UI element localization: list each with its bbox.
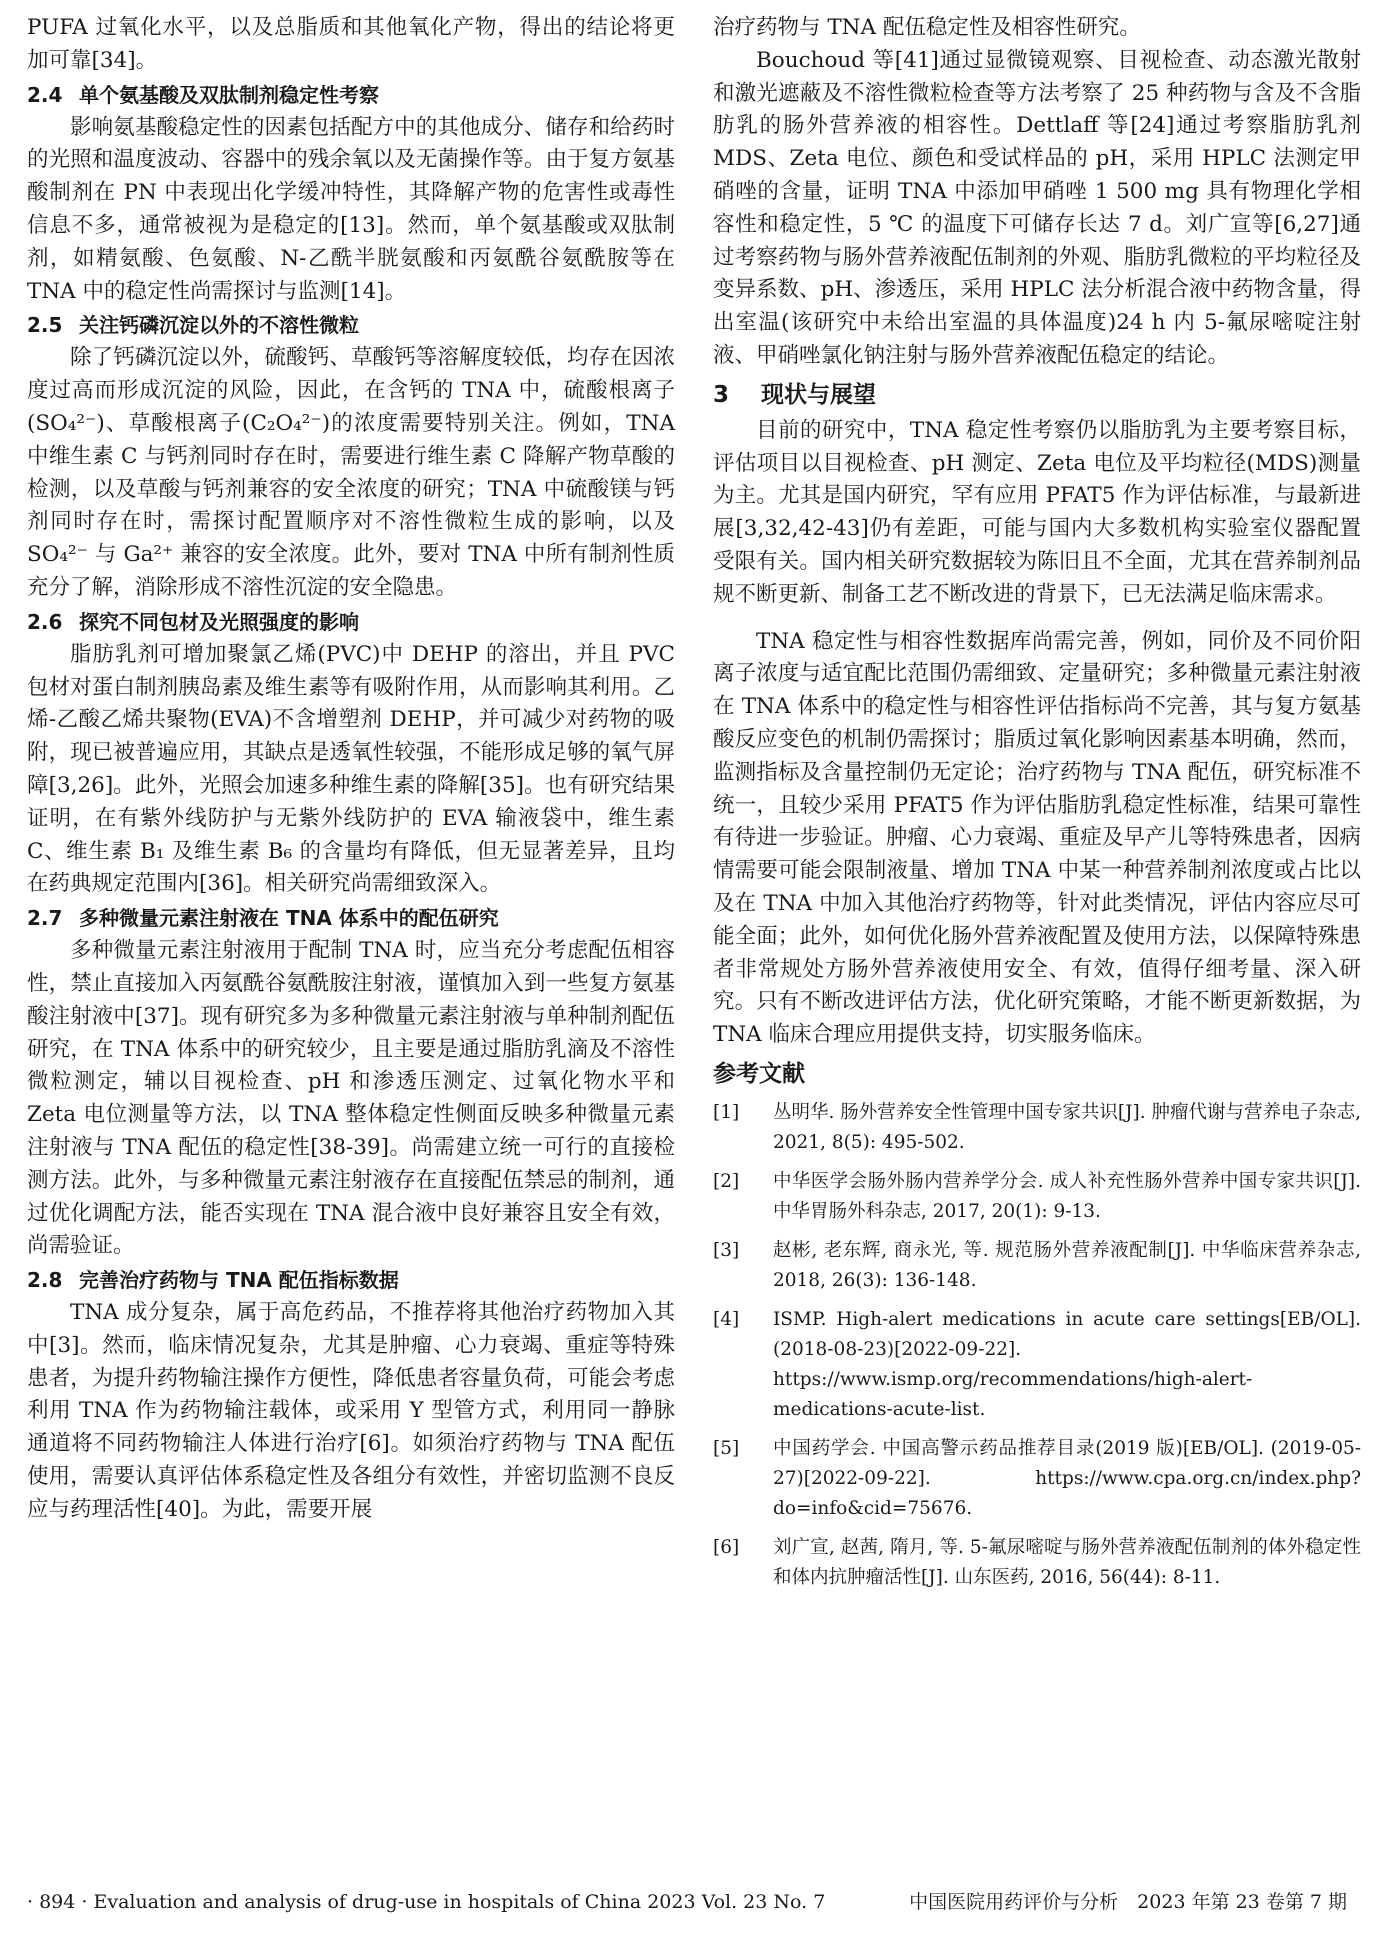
footer-left-journal-info: · 894 · Evaluation and analysis of drug-use in hospitals of China 2023 Vol. 23 No. 7 <box>27 1891 826 1913</box>
reference-number: [4] <box>713 1308 740 1330</box>
left-column <box>27 12 675 1527</box>
section-heading-2-8 <box>27 1263 675 1297</box>
reference-item <box>713 1434 1361 1524</box>
reference-text: 中国药学会. 中国高警示药品推荐目录(2019 版)[EB/OL]. (2019-05-27)[2022-09-22]. https://www.cpa.org.cn/index.php?do=info&cid=75676. <box>773 1437 1361 1519</box>
reference-number: [3] <box>713 1239 740 1261</box>
paragraph: PUFA 过氧化水平，以及总脂质和其他氧化产物，得出的结论将更加可靠[34]。 <box>27 15 675 73</box>
section-title: 关注钙磷沉淀以外的不溶性微粒 <box>79 313 359 338</box>
section-heading-2-5 <box>27 308 675 342</box>
reference-number: [5] <box>713 1437 740 1459</box>
paragraph: 影响氨基酸稳定性的因素包括配方中的其他成分、储存和给药时的光照和温度波动、容器中的残余氧以及无菌操作等。由于复方氨基酸制剂在 PN 中表现出化学缓冲特性，其降解产物的危害性或毒性信息不多，通常被视为是稳定的[13]。然而，单个氨基酸或双肽制剂，如精氨酸、色氨酸、N-乙酰半胱氨酸和丙氨酰谷氨酰胺等在 TNA 中的稳定性尚需探讨与监测[14]。 <box>27 114 675 304</box>
paragraph: 多种微量元素注射液用于配制 TNA 时，应当充分考虑配伍相容性，禁止直接加入丙氨酰谷氨酰胺注射液，谨慎加入到一些复方氨基酸注射液中[37]。现有研究多为多种微量元素注射液与单种制剂配伍研究，在 TNA 体系中的研究较少，且主要是通过脂肪乳滴及不溶性微粒测定，辅以目视检查、pH 和渗透压测定、过氧化物水平和 Zeta 电位测量等方法，以 TNA 整体稳定性侧面反映多种微量元素注射液与 TNA 配伍的稳定性[38-39]。尚需建立统一可行的直接检测方法。此外，与多种微量元素注射液存在直接配伍禁忌的制剂，通过优化调配方法，能否实现在 TNA 混合液中良好兼容且安全有效，尚需验证。 <box>27 938 675 1259</box>
section-number: 2.4 <box>27 82 63 107</box>
section-number: 3 <box>713 381 730 408</box>
reference-text: 丛明华. 肠外营养安全性管理中国专家共识[J]. 肿瘤代谢与营养电子杂志, 2021, 8(5): 495-502. <box>773 1101 1361 1153</box>
reference-list <box>713 1098 1361 1593</box>
section-number: 2.7 <box>27 906 63 931</box>
section-number: 2.5 <box>27 313 63 338</box>
page-footer <box>27 1887 1347 1917</box>
reference-number: [2] <box>713 1170 740 1192</box>
right-column <box>713 12 1361 1602</box>
section-number: 2.6 <box>27 609 63 634</box>
reference-text: 刘广宣, 赵茜, 隋月, 等. 5-氟尿嘧啶与肠外营养液配伍制剂的体外稳定性和体内抗肿瘤活性[J]. 山东医药, 2016, 56(44): 8-11. <box>773 1536 1361 1588</box>
paragraph: 脂肪乳剂可增加聚氯乙烯(PVC)中 DEHP 的溶出，并且 PVC 包材对蛋白制剂胰岛素及维生素等有吸附作用，从而影响其利用。乙烯-乙酸乙烯共聚物(EVA)不含增塑剂 DEHP，并可减少对药物的吸附，现已被普遍应用，其缺点是透氧性较强，不能形成足够的氧气屏障[3,26]。此外，光照会加速多种维生素的降解[35]。也有研究结果证明，在有紫外线防护与无紫外线防护的 EVA 输液袋中，维生素 C、维生素 B₁ 及维生素 B₆ 的含量均有降低，但无显著差异，且均在药典规定范围内[36]。相关研究尚需细致深入。 <box>27 641 675 897</box>
reference-item <box>713 1098 1361 1158</box>
reference-item <box>713 1167 1361 1227</box>
paragraph: Bouchoud 等[41]通过显微镜观察、目视检查、动态激光散射和激光遮蔽及不溶性微粒检查等方法考察了 25 种药物与含及不含脂肪乳的肠外营养液的相容性。Dettlaff 等[24]通过考察脂肪乳剂 MDS、Zeta 电位、颜色和受试样品的 pH，采用 HPLC 法测定甲硝唑的含量，证明 TNA 中添加甲硝唑 1 500 mg 具有物理化学相容性和稳定性，5 ℃ 的温度下可储存长达 7 d。刘广宣等[6,27]通过考察药物与肠外营养液配伍制剂的外观、脂肪乳微粒的平均粒径及变异系数、pH、渗透压，采用 HPLC 法分析混合液中药物含量，得出室温(该研究中未给出室温的具体温度)24 h 内 5-氟尿嘧啶注射液、甲硝唑氯化钠注射与肠外营养液配伍稳定的结论。 <box>713 47 1361 368</box>
paragraph: TNA 成分复杂，属于高危药品，不推荐将其他治疗药物加入其中[3]。然而，临床情况复杂，尤其是肿瘤、心力衰竭、重症等特殊患者，为提升药物输注操作方便性，降低患者容量负荷，可能会考虑利用 TNA 作为药物输注载体，或采用 Y 型管方式，利用同一静脉通道将不同药物输注人体进行治疗[6]。如须治疗药物与 TNA 配伍使用，需要认真评估体系稳定性及各组分有效性，并密切监测不良反应与药理活性[40]。为此，需要开展 <box>27 1300 675 1522</box>
section-number: 2.8 <box>27 1268 63 1293</box>
section-title: 探究不同包材及光照强度的影响 <box>79 609 359 634</box>
reference-item <box>713 1236 1361 1296</box>
section-heading-2-6 <box>27 605 675 639</box>
reference-number: [6] <box>713 1536 740 1558</box>
reference-item <box>713 1305 1361 1425</box>
paragraph: 治疗药物与 TNA 配伍稳定性及相容性研究。 <box>713 15 1141 40</box>
section-title: 现状与展望 <box>761 381 876 408</box>
section-title: 完善治疗药物与 TNA 配伍指标数据 <box>79 1268 399 1293</box>
footer-right-journal-info: 中国医院用药评价与分析 2023 年第 23 卷第 7 期 <box>909 1891 1347 1913</box>
references-heading: 参考文献 <box>713 1060 805 1087</box>
reference-number: [1] <box>713 1101 740 1123</box>
paragraph: 目前的研究中，TNA 稳定性考察仍以脂肪乳为主要考察目标，评估项目以目视检查、pH 测定、Zeta 电位及平均粒径(MDS)测量为主。尤其是国内研究，罕有应用 PFAT5 作为评估标准，与最新进展[3,32,42-43]仍有差距，可能与国内大多数机构实验室仪器配置受限有关。国内相关研究数据较为陈旧且不全面，尤其在营养制剂品规不断更新、制备工艺不断改进的背景下，已无法满足临床需求。 <box>713 417 1361 607</box>
section-heading-2-7 <box>27 901 675 935</box>
section-heading-3 <box>713 375 1361 415</box>
section-title: 单个氨基酸及双肽制剂稳定性考察 <box>79 82 379 107</box>
paragraph: TNA 稳定性与相容性数据库尚需完善，例如，同价及不同价阳离子浓度与适宜配比范围仍需细致、定量研究；多种微量元素注射液在 TNA 体系中的稳定性与相容性评估指标尚不完善，其与复方氨基酸反应变色的机制仍需探讨；脂质过氧化影响因素基本明确，然而，监测指标及含量控制仍无定论；治疗药物与 TNA 配伍，研究标准不统一，且较少采用 PFAT5 作为评估脂肪乳稳定性标准，结果可靠性有待进一步验证。肿瘤、心力衰竭、重症及早产儿等特殊患者，因病情需要可能会限制液量、增加 TNA 中某一种营养制剂浓度或占比以及在 TNA 中加入其他治疗药物等，针对此类情况，评估内容应尽可能全面；此外，如何优化肠外营养液配置及使用方法，以保障特殊患者非常规处方肠外营养液使用安全、有效，值得仔细考量、深入研究。只有不断改进评估方法，优化研究策略，才能不断更新数据，为 TNA 临床合理应用提供支持，切实服务临床。 <box>713 628 1361 1048</box>
reference-text: 中华医学会肠外肠内营养学分会. 成人补充性肠外营养中国专家共识[J]. 中华胃肠外科杂志, 2017, 20(1): 9-13. <box>773 1170 1361 1222</box>
reference-item <box>713 1533 1361 1593</box>
paragraph: 除了钙磷沉淀以外，硫酸钙、草酸钙等溶解度较低，均存在因浓度过高而形成沉淀的风险，因此，在含钙的 TNA 中，硫酸根离子(SO₄²⁻)、草酸根离子(C₂O₄²⁻)的浓度需要特别关注。例如，TNA 中维生素 C 与钙剂同时存在时，需要进行维生素 C 降解产物草酸的检测，以及草酸与钙剂兼容的安全浓度的研究；TNA 中硫酸镁与钙剂同时存在时，需探讨配置顺序对不溶性微粒生成的影响，以及 SO₄²⁻ 与 Ga²⁺ 兼容的安全浓度。此外，要对 TNA 中所有制剂性质充分了解，消除形成不溶性沉淀的安全隐患。 <box>27 345 675 600</box>
reference-text: ISMP. High-alert medications in acute care settings[EB/OL]. (2018-08-23)[2022-09-22]. https://www.ismp.org/recommendations/high-alert-medications-acute-list. <box>773 1308 1361 1420</box>
section-title: 多种微量元素注射液在 TNA 体系中的配伍研究 <box>79 906 499 931</box>
reference-text: 赵彬, 老东辉, 商永光, 等. 规范肠外营养液配制[J]. 中华临床营养杂志, 2018, 26(3): 136-148. <box>773 1239 1361 1291</box>
section-heading-2-4 <box>27 78 675 112</box>
